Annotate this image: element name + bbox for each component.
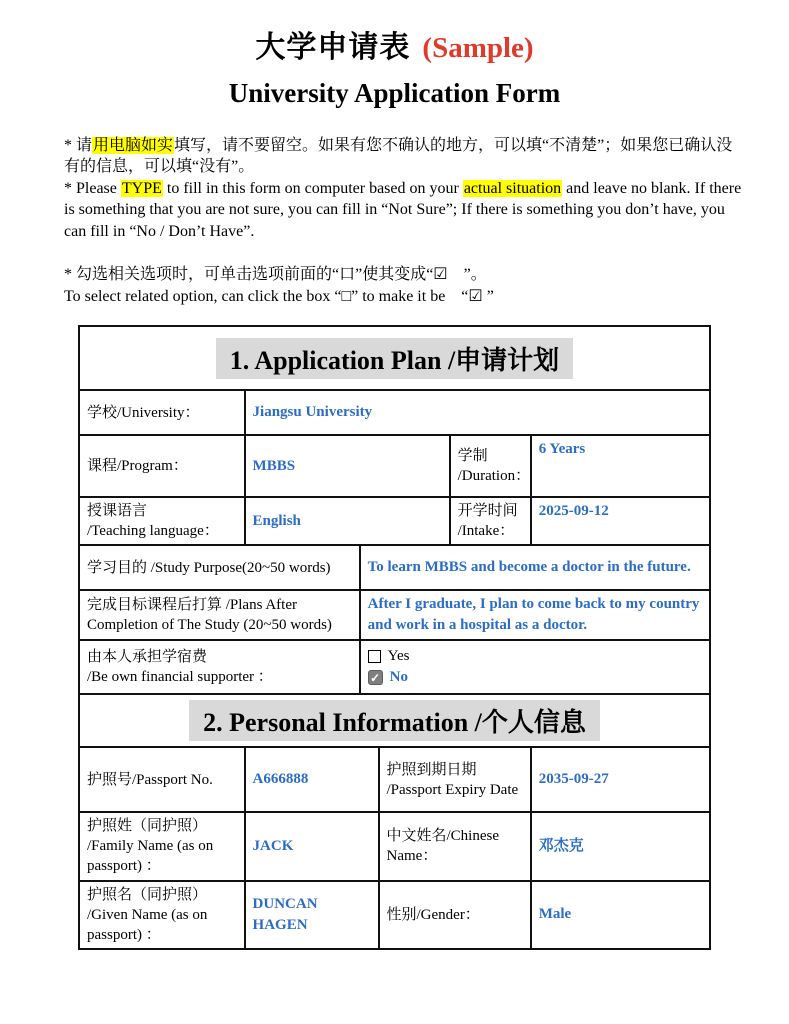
- passport-expiry-label-cell: [378, 748, 530, 811]
- yes-checkbox-unchecked-icon[interactable]: [368, 650, 381, 663]
- passport-expiry-value[interactable]: 2035-09-27: [538, 771, 609, 788]
- duration-label: 学制 /Duration：: [457, 447, 531, 485]
- program-duration-row: [80, 434, 709, 496]
- highlight-mark-actual-situation: actual situation: [463, 179, 562, 197]
- teaching-language-label-zh: 授课语言: [87, 503, 148, 520]
- section2-header-row: [80, 693, 709, 746]
- instruction-en-text: * Please: [64, 179, 121, 197]
- chinese-name-value[interactable]: 邓杰克: [538, 837, 584, 854]
- given-name-label-cell: [80, 882, 244, 948]
- family-name-label-en: /Family Name (as on passport) ：: [87, 838, 214, 875]
- university-value[interactable]: Jiangsu University: [252, 404, 373, 421]
- intake-value-cell[interactable]: [530, 498, 709, 544]
- passport-expiry-label-en: /Passport Expiry Date: [386, 781, 519, 798]
- chinese-name-label-zh: 中文姓名/Chinese: [386, 828, 499, 845]
- program-label-cell: [80, 436, 244, 496]
- instruction-paragraph-chinese: [64, 135, 747, 178]
- duration-value[interactable]: 6 Years: [538, 441, 586, 458]
- given-name-label-en: /Given Name (as on passport) ：: [87, 906, 208, 943]
- chinese-name-label-en: Name：: [386, 848, 438, 865]
- section2-header-cell: [80, 695, 709, 746]
- financial-supporter-label-cell: [80, 641, 359, 693]
- intake-label-zh: 开学时间: [457, 503, 518, 520]
- given-name-value-cell[interactable]: [244, 882, 378, 948]
- study-purpose-label-cell: [80, 546, 359, 589]
- program-value[interactable]: MBBS: [252, 457, 296, 474]
- university-label-cell: [80, 391, 244, 434]
- duration-value-cell[interactable]: [530, 436, 709, 496]
- family-name-label-zh: 护照姓（同护照）: [87, 818, 208, 835]
- plans-after-label-cell: [80, 591, 359, 639]
- page-title: [0, 22, 789, 66]
- passport-expiry-label-zh: 护照到期日期: [386, 761, 477, 778]
- intake-label-en: /Intake：: [457, 523, 515, 540]
- plans-after-value[interactable]: After I graduate, I plan to come back to my country and work in a hospital as a doctor.: [367, 596, 700, 634]
- instructions-block: [64, 135, 747, 307]
- application-form-page: [0, 22, 789, 950]
- family-name-label-cell: [80, 813, 244, 879]
- university-value-cell[interactable]: [244, 391, 709, 434]
- passport-no-value-cell[interactable]: [244, 748, 378, 811]
- section1-header-cell: [80, 327, 709, 389]
- university-label: 学校/University：: [87, 404, 200, 421]
- study-purpose-row: [80, 544, 709, 589]
- chinese-name-label-cell: [378, 813, 530, 879]
- passport-no-value[interactable]: A666888: [252, 771, 309, 788]
- page-title-chinese: 大学申请表: [255, 31, 411, 64]
- study-purpose-value[interactable]: To learn MBBS and become a doctor in the future.: [367, 559, 691, 576]
- intake-label-cell: [449, 498, 530, 544]
- no-option-label: No: [389, 669, 408, 686]
- teaching-language-label-cell: [80, 498, 244, 544]
- yes-option-label: Yes: [387, 648, 410, 665]
- no-checkbox-checked-icon[interactable]: [368, 670, 383, 685]
- instruction-en-text: to fill in this form on computer based on your: [162, 179, 463, 197]
- family-name-value-cell[interactable]: [244, 813, 378, 879]
- chinese-name-value-cell[interactable]: [530, 813, 709, 879]
- financial-supporter-row: [80, 639, 709, 693]
- financial-supporter-label-en: /Be own financial supporter ：: [87, 669, 273, 686]
- gender-label-cell: [378, 882, 530, 948]
- given-name-row: [80, 880, 709, 948]
- application-form-table: [78, 325, 711, 950]
- yes-option[interactable]: [368, 648, 702, 665]
- instruction-en-text: and leave no blank. If there is something that you are not sure, you can fill in “Not Sure”; If there is something you don’t have, you can fill in “No / Don’t Have”.: [64, 179, 742, 240]
- checkbox-instruction-chinese: * 勾选相关选项时，可单击选项前面的“口”使其变成“☑ ”。: [64, 266, 487, 284]
- passport-row: [80, 746, 709, 811]
- given-name-value[interactable]: DUNCAN HAGEN: [252, 895, 318, 933]
- instruction-paragraph-english: [64, 178, 747, 242]
- passport-no-label-cell: [80, 748, 244, 811]
- program-label: 课程/Program：: [87, 458, 188, 475]
- teaching-language-value[interactable]: English: [252, 512, 301, 529]
- plans-after-label: 完成目标课程后打算 /Plans After Completion of The Study (20~50 words): [87, 597, 332, 634]
- passport-expiry-value-cell[interactable]: [530, 748, 709, 811]
- page-subtitle-english: University Application Form: [228, 78, 561, 108]
- financial-supporter-options-cell: [359, 641, 709, 693]
- highlight-mark-type-zh: 用电脑如实: [93, 137, 174, 154]
- given-name-label-zh: 护照名（同护照）: [87, 886, 208, 903]
- section2-title: 2. Personal Information /个人信息: [189, 700, 600, 741]
- gender-value-cell[interactable]: [530, 882, 709, 948]
- study-purpose-label: 学习目的 /Study Purpose(20~50 words): [87, 559, 331, 576]
- gender-value[interactable]: Male: [538, 906, 572, 923]
- teaching-language-value-cell[interactable]: [244, 498, 449, 544]
- language-intake-row: [80, 496, 709, 544]
- instruction-zh-text: * 请: [64, 137, 93, 154]
- university-row: [80, 389, 709, 434]
- highlight-mark-type-en: TYPE: [121, 179, 162, 197]
- section1-title: 1. Application Plan /申请计划: [216, 338, 573, 379]
- teaching-language-label-en: /Teaching language：: [87, 523, 219, 540]
- program-value-cell[interactable]: [244, 436, 449, 496]
- financial-supporter-label-zh: 由本人承担学宿费: [87, 649, 208, 666]
- section1-header-row: [80, 327, 709, 389]
- study-purpose-value-cell[interactable]: [359, 546, 709, 589]
- family-name-value[interactable]: JACK: [252, 837, 294, 854]
- instruction-zh-text: 填写，请不要留空。如果有您不确认的地方，可以填“不清楚”；如果您已确认没有的信息，可以填“没有”。: [64, 137, 733, 176]
- intake-value[interactable]: 2025-09-12: [538, 503, 609, 520]
- checkbox-instruction-paragraph: [64, 264, 747, 307]
- gender-label: 性别/Gender：: [386, 906, 480, 923]
- passport-no-label: 护照号/Passport No.: [87, 771, 213, 788]
- duration-label-cell: [449, 436, 530, 496]
- no-option[interactable]: [368, 669, 702, 686]
- plans-after-value-cell[interactable]: [359, 591, 709, 639]
- page-title-sample-tag: (Sample): [422, 32, 534, 64]
- plans-after-row: [80, 589, 709, 639]
- checkbox-instruction-english: To select related option, can click the box “□” to make it be “☑ ”: [64, 287, 494, 305]
- family-name-row: [80, 811, 709, 879]
